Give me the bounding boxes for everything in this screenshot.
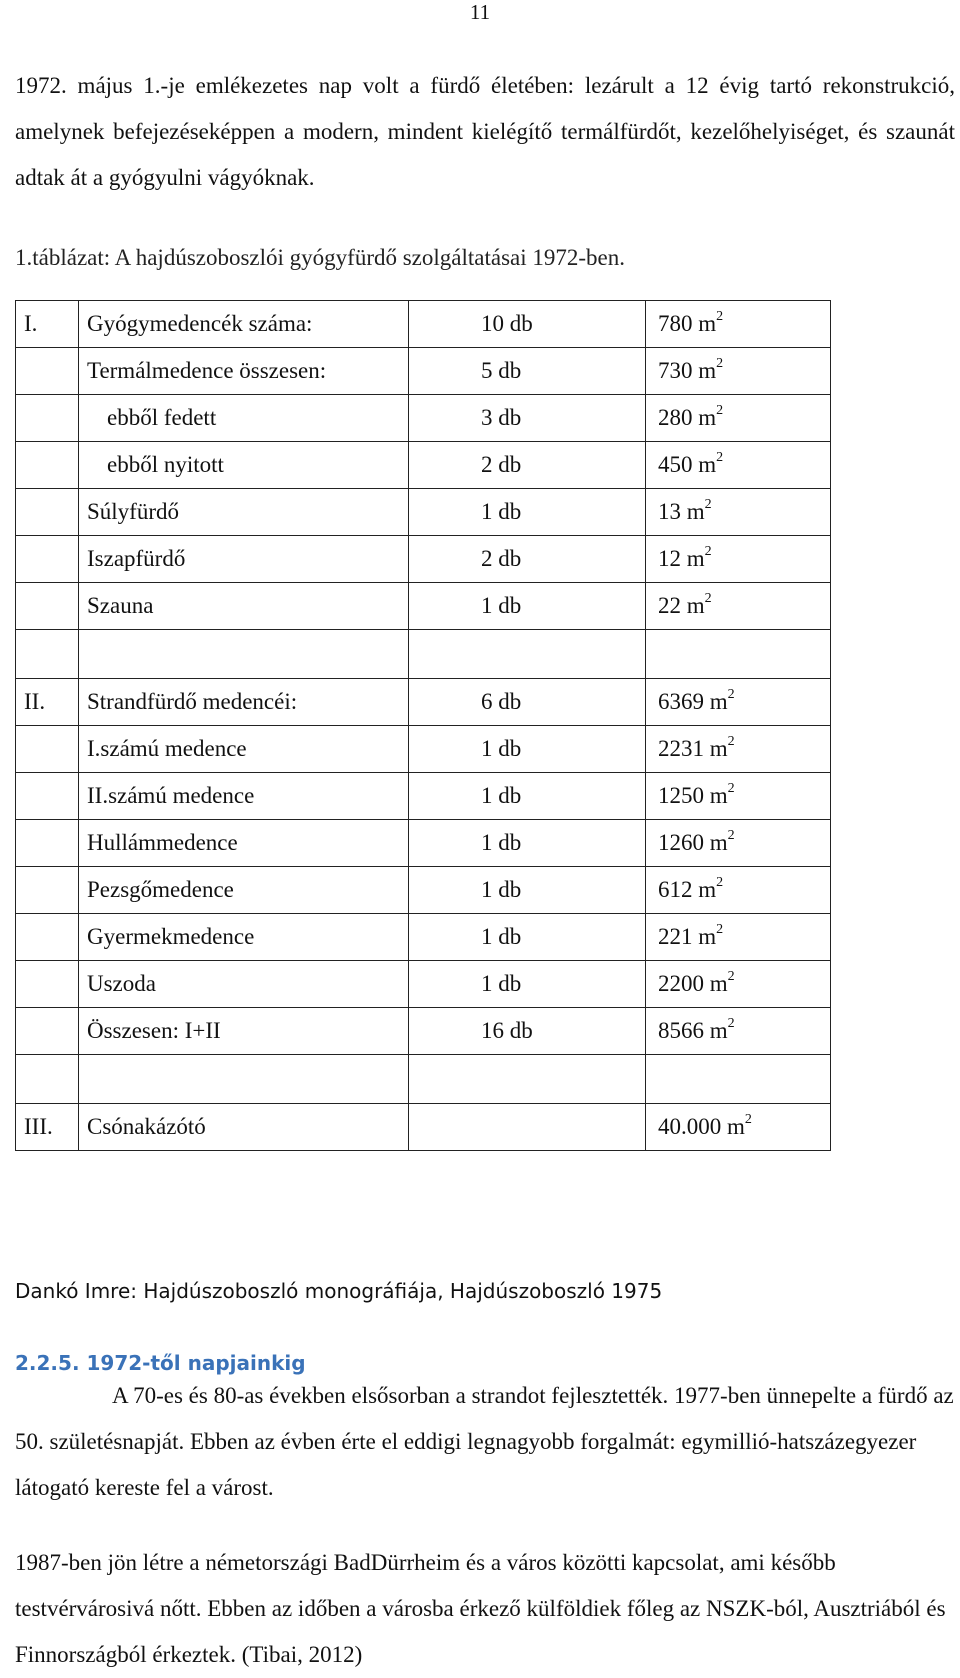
service-name: Termálmedence összesen: bbox=[79, 348, 409, 395]
table-row bbox=[16, 489, 831, 536]
service-area bbox=[646, 867, 831, 914]
row-number: II. bbox=[16, 679, 79, 726]
service-count: 1 db bbox=[409, 726, 646, 773]
table-row bbox=[16, 395, 831, 442]
area-value: 2231 m bbox=[658, 736, 728, 761]
row-number bbox=[16, 536, 79, 583]
service-name: I.számú medence bbox=[79, 726, 409, 773]
service-name: Csónakázótó bbox=[79, 1104, 409, 1151]
area-value: 450 m bbox=[658, 452, 717, 477]
service-area bbox=[646, 820, 831, 867]
area-exponent: 2 bbox=[727, 969, 735, 984]
service-area bbox=[646, 583, 831, 630]
service-name: Szauna bbox=[79, 583, 409, 630]
service-name: Súlyfürdő bbox=[79, 489, 409, 536]
service-count: 10 db bbox=[409, 301, 646, 348]
table-row bbox=[16, 348, 831, 395]
row-number bbox=[16, 914, 79, 961]
service-name: ebből fedett bbox=[79, 395, 409, 442]
service-count: 1 db bbox=[409, 773, 646, 820]
row-number: III. bbox=[16, 1104, 79, 1151]
table-source: Dankó Imre: Hajdúszoboszló monográfiája, Hajdúszoboszló 1975 bbox=[15, 1279, 663, 1303]
service-area bbox=[646, 536, 831, 583]
service-name: Összesen: I+II bbox=[79, 1008, 409, 1055]
row-number bbox=[16, 442, 79, 489]
area-exponent: 2 bbox=[727, 828, 735, 843]
service-count: 5 db bbox=[409, 348, 646, 395]
area-exponent: 2 bbox=[704, 591, 712, 606]
service-area bbox=[646, 442, 831, 489]
area-value: 22 m bbox=[658, 593, 705, 618]
area-exponent: 2 bbox=[716, 875, 724, 890]
service-count: 6 db bbox=[409, 679, 646, 726]
service-count: 1 db bbox=[409, 489, 646, 536]
area-value: 8566 m bbox=[658, 1018, 728, 1043]
service-area bbox=[646, 395, 831, 442]
service-count: 2 db bbox=[409, 536, 646, 583]
service-name: II.számú medence bbox=[79, 773, 409, 820]
area-value: 221 m bbox=[658, 924, 717, 949]
area-exponent: 2 bbox=[716, 309, 724, 324]
service-name: Iszapfürdő bbox=[79, 536, 409, 583]
area-value: 40.000 m bbox=[658, 1114, 745, 1139]
row-number bbox=[16, 867, 79, 914]
service-count: 1 db bbox=[409, 583, 646, 630]
services-table bbox=[15, 300, 831, 1151]
area-value: 730 m bbox=[658, 358, 717, 383]
table-row bbox=[16, 1104, 831, 1151]
area-value: 2200 m bbox=[658, 971, 728, 996]
area-value: 13 m bbox=[658, 499, 705, 524]
service-name: Hullámmedence bbox=[79, 820, 409, 867]
row-number bbox=[16, 961, 79, 1008]
area-value: 1250 m bbox=[658, 783, 728, 808]
service-name: Gyermekmedence bbox=[79, 914, 409, 961]
service-count: 1 db bbox=[409, 961, 646, 1008]
area-value: 12 m bbox=[658, 546, 705, 571]
service-count: 1 db bbox=[409, 867, 646, 914]
table-caption: 1.táblázat: A hajdúszoboszlói gyógyfürdő szolgáltatásai 1972-ben. bbox=[15, 245, 625, 270]
area-exponent: 2 bbox=[727, 687, 735, 702]
area-exponent: 2 bbox=[744, 1112, 752, 1127]
service-count: 2 db bbox=[409, 442, 646, 489]
service-area bbox=[646, 1104, 831, 1151]
table-row bbox=[16, 1008, 831, 1055]
area-value: 612 m bbox=[658, 877, 717, 902]
table-row bbox=[16, 442, 831, 489]
service-name: ebből nyitott bbox=[79, 442, 409, 489]
row-number bbox=[16, 1008, 79, 1055]
area-exponent: 2 bbox=[716, 403, 724, 418]
service-name: Uszoda bbox=[79, 961, 409, 1008]
row-number bbox=[16, 820, 79, 867]
intro-paragraph: 1972. május 1.-je emlékezetes nap volt a fürdő életében: lezárult a 12 évig tartó rekonstrukció, amelynek befejezéseképpen a modern, mindent kielégítő termálfürdőt, kezelőhelyiséget, és szaunát adtak át a gyógyulni vágyóknak. bbox=[15, 73, 955, 190]
table-row bbox=[16, 726, 831, 773]
table-row bbox=[16, 301, 831, 348]
paragraph-3: 1987-ben jön létre a németországi BadDürrheim és a város közötti kapcsolat, ami később testvérvárosivá nőtt. Ebben az időben a városba érkező külföldiek főleg az NSZK-ból, Ausztriából és Finnországból érkeztek. (Tibai, 2012) bbox=[15, 1550, 946, 1667]
table-row bbox=[16, 773, 831, 820]
area-exponent: 2 bbox=[727, 1016, 735, 1031]
service-count bbox=[409, 1104, 646, 1151]
table-row bbox=[16, 820, 831, 867]
table-row bbox=[16, 536, 831, 583]
row-number bbox=[16, 773, 79, 820]
area-exponent: 2 bbox=[727, 781, 735, 796]
service-area bbox=[646, 679, 831, 726]
service-area bbox=[646, 961, 831, 1008]
service-area bbox=[646, 348, 831, 395]
area-exponent: 2 bbox=[716, 356, 724, 371]
row-number bbox=[16, 726, 79, 773]
table-row bbox=[16, 583, 831, 630]
service-name: Strandfürdő medencéi: bbox=[79, 679, 409, 726]
service-count: 1 db bbox=[409, 820, 646, 867]
table-row bbox=[16, 914, 831, 961]
area-exponent: 2 bbox=[704, 497, 712, 512]
area-exponent: 2 bbox=[727, 734, 735, 749]
table-row bbox=[16, 679, 831, 726]
service-area bbox=[646, 301, 831, 348]
area-exponent: 2 bbox=[716, 922, 724, 937]
service-area bbox=[646, 489, 831, 536]
area-exponent: 2 bbox=[716, 450, 724, 465]
service-count: 1 db bbox=[409, 914, 646, 961]
row-number bbox=[16, 489, 79, 536]
table-row bbox=[16, 867, 831, 914]
table-row bbox=[16, 961, 831, 1008]
area-value: 6369 m bbox=[658, 689, 728, 714]
service-name: Gyógymedencék száma: bbox=[79, 301, 409, 348]
page-number: 11 bbox=[469, 0, 491, 24]
row-number bbox=[16, 348, 79, 395]
service-area bbox=[646, 773, 831, 820]
service-area bbox=[646, 1008, 831, 1055]
table-spacer-row bbox=[16, 630, 831, 679]
section-heading: 2.2.5. 1972-től napjainkig bbox=[15, 1351, 306, 1375]
service-area bbox=[646, 914, 831, 961]
area-value: 280 m bbox=[658, 405, 717, 430]
row-number bbox=[16, 395, 79, 442]
area-exponent: 2 bbox=[704, 544, 712, 559]
paragraph-2: A 70-es és 80-as években elsősorban a strandot fejlesztették. 1977-ben ünnepelte a fürdő az 50. születésnapját. Ebben az évben érte el eddigi legnagyobb forgalmát: egymillió-hatszázegyezer látogató kereste fel a várost. bbox=[15, 1383, 954, 1500]
row-number: I. bbox=[16, 301, 79, 348]
service-count: 3 db bbox=[409, 395, 646, 442]
service-area bbox=[646, 726, 831, 773]
row-number bbox=[16, 583, 79, 630]
table-spacer-row bbox=[16, 1055, 831, 1104]
area-value: 780 m bbox=[658, 311, 717, 336]
service-name: Pezsgőmedence bbox=[79, 867, 409, 914]
service-count: 16 db bbox=[409, 1008, 646, 1055]
area-value: 1260 m bbox=[658, 830, 728, 855]
